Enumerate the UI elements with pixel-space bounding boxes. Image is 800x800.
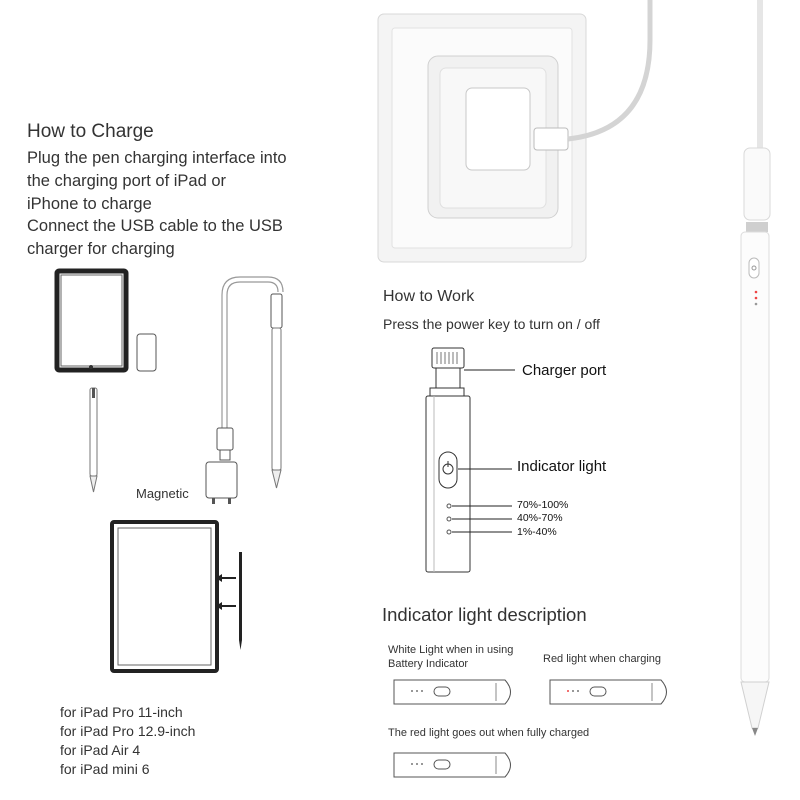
red-light-label: Red light when charging — [543, 653, 662, 665]
ipad-model-2: for iPad Pro 12.9-inch — [60, 723, 196, 739]
indicator-light-label: Indicator light — [517, 458, 607, 475]
stylus-small-illustration — [90, 388, 97, 492]
level-high-label: 70%-100% — [517, 499, 569, 511]
ipad-model-4: for iPad mini 6 — [60, 761, 150, 777]
pencil-large-illustration — [741, 0, 770, 736]
charge-line-4: Connect the USB cable to the USB — [27, 217, 283, 235]
how-to-work-subtitle: Press the power key to turn on / off — [383, 316, 600, 332]
magnetic-label: Magnetic — [136, 486, 189, 501]
level-low-label: 1%-40% — [517, 526, 557, 538]
charge-line-2: the charging port of iPad or — [27, 172, 227, 190]
charger-port-label: Charger port — [522, 362, 607, 379]
pen-diagram-illustration — [426, 348, 515, 572]
cable-charger-illustration — [206, 277, 283, 504]
ipad-large-illustration — [112, 522, 242, 671]
charge-line-1: Plug the pen charging interface into — [27, 149, 287, 167]
ipad-model-3: for iPad Air 4 — [60, 742, 141, 758]
indicator-pen-2 — [550, 680, 667, 704]
red-off-label: The red light goes out when fully charged — [388, 727, 590, 739]
ipad-model-1: for iPad Pro 11-inch — [60, 704, 183, 720]
wall-socket-illustration — [378, 0, 650, 262]
how-to-charge-title: How to Charge — [27, 121, 154, 142]
indicator-pen-1 — [394, 680, 511, 704]
how-to-work-title: How to Work — [383, 288, 475, 305]
charge-line-3: iPhone to charge — [27, 195, 152, 213]
indicator-pen-3 — [394, 753, 511, 777]
indicator-description-title: Indicator light description — [382, 604, 587, 625]
charge-line-5: charger for charging — [27, 240, 175, 258]
level-mid-label: 40%-70% — [517, 512, 563, 524]
white-light-label-1: White Light when in using — [388, 644, 514, 656]
white-light-label-2: Battery Indicator — [388, 658, 469, 670]
ipad-small-illustration — [57, 271, 156, 371]
